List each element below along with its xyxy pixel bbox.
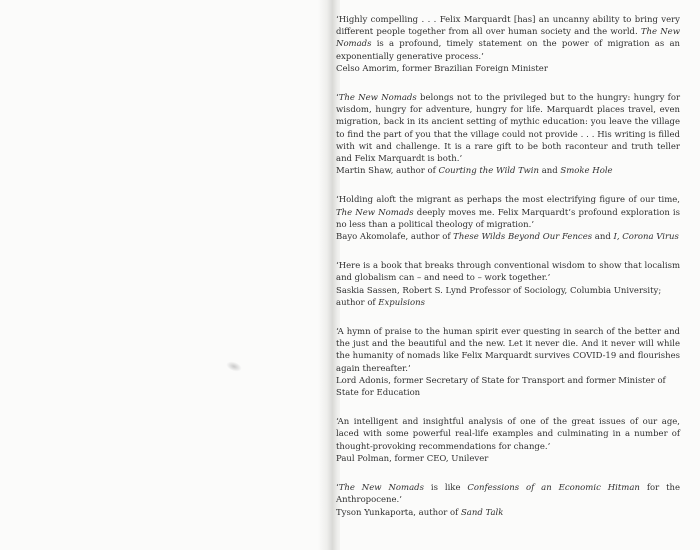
endorsement-quote — [336, 416, 680, 453]
work-title: Courting the Wild Twin — [438, 166, 540, 177]
endorsements-list — [336, 14, 680, 536]
quote-segment: ‘Here is a book that breaks through conventional wisdom to show that localism and globalism can – and need to – work together.’ — [336, 261, 680, 284]
attribution-text: Paul Polman, former CEO, Unilever — [336, 453, 489, 464]
quote-segment: ‘Highly compelling . . . Felix Marquardt [has] an uncanny ability to bring very different people together from all over human society and the world. — [336, 15, 680, 38]
quote-segment: ‘An intelligent and insightful analysis of one of the great issues of our age, laced with some powerful real-life examples and culminating in a number of thought-provoking recommendations for change.’ — [336, 417, 680, 452]
endorsement-6 — [336, 416, 680, 465]
work-title: These Wilds Beyond Our Fences — [453, 232, 593, 243]
book-title: The New Nomads — [336, 207, 414, 218]
book-title: The New Nomads — [338, 93, 417, 104]
endorsement-2 — [336, 92, 680, 177]
endorsement-attribution — [336, 285, 680, 309]
work-title: Smoke Hole — [560, 166, 613, 177]
quote-segment: deeply moves me. Felix Marquardt’s profound exploration is no less than a political theology of migration.’ — [336, 207, 680, 230]
work-title: Expulsions — [378, 297, 425, 308]
endorsement-quote — [336, 14, 680, 63]
endorsement-7 — [336, 482, 680, 519]
work-title: I, Corona Virus — [613, 232, 679, 243]
endorsement-attribution — [336, 63, 680, 75]
quote-segment: ‘ — [336, 93, 339, 104]
endorsement-attribution — [336, 165, 680, 177]
endorsement-quote — [336, 482, 680, 506]
quote-segment: is like — [423, 483, 468, 494]
work-title: Confessions of an Economic Hitman — [467, 483, 640, 494]
endorsement-1 — [336, 14, 680, 75]
quote-segment: is a profound, timely statement on the power of migration as an exponentially generative process.’ — [336, 39, 680, 62]
attribution-text: Martin Shaw, author of — [336, 166, 439, 177]
left-page-blank — [0, 0, 330, 550]
endorsement-quote — [336, 92, 680, 165]
attribution-text: Celso Amorim, former Brazilian Foreign Minister — [336, 63, 548, 74]
quote-segment: belongs not to the privileged but to the hungry: hungry for wisdom, hungry for adventure, hungry for life. Marquardt places travel, even migration, back in its ancient setting of mythic education: you leave the village to find the part of you that the village could not provide . . . His writing is filled with wit and challenge. It is a rare gift to be both raconteur and truth teller and Felix Marquardt is both.’ — [336, 93, 681, 165]
endorsement-5 — [336, 326, 680, 399]
endorsement-quote — [336, 194, 680, 231]
attribution-text: Saskia Sassen, Robert S. Lynd Professor of Sociology, Columbia University; author of — [336, 285, 662, 308]
endorsement-3 — [336, 194, 680, 243]
attribution-text: and — [539, 166, 561, 177]
endorsement-4 — [336, 260, 680, 309]
quote-segment: ‘ — [336, 483, 339, 494]
attribution-text: Bayo Akomolafe, author of — [336, 232, 454, 243]
endorsement-quote — [336, 260, 680, 284]
quote-segment: ‘A hymn of praise to the human spirit ever questing in search of the better and the just and the beautiful and the new. Let it never die. And it never will while the humanity of nomads like Felix Marquardt survives COVID-19 and flourishes again thereafter.’ — [336, 327, 680, 374]
book-title: The New Nomads — [336, 27, 680, 50]
endorsement-attribution — [336, 453, 680, 465]
quote-segment: for the Anthropocene.’ — [336, 483, 681, 506]
endorsement-attribution — [336, 507, 680, 519]
book-title: The New Nomads — [338, 483, 424, 494]
quote-segment: ‘Holding aloft the migrant as perhaps the most electrifying figure of our time, — [336, 195, 680, 206]
attribution-text: and — [592, 232, 614, 243]
endorsement-quote — [336, 326, 680, 375]
attribution-text: Lord Adonis, former Secretary of State for Transport and former Minister of State for Education — [336, 375, 666, 399]
attribution-text: Tyson Yunkaporta, author of — [336, 507, 461, 518]
work-title: Sand Talk — [460, 507, 504, 518]
endorsement-attribution — [336, 375, 680, 399]
endorsement-attribution — [336, 231, 680, 243]
